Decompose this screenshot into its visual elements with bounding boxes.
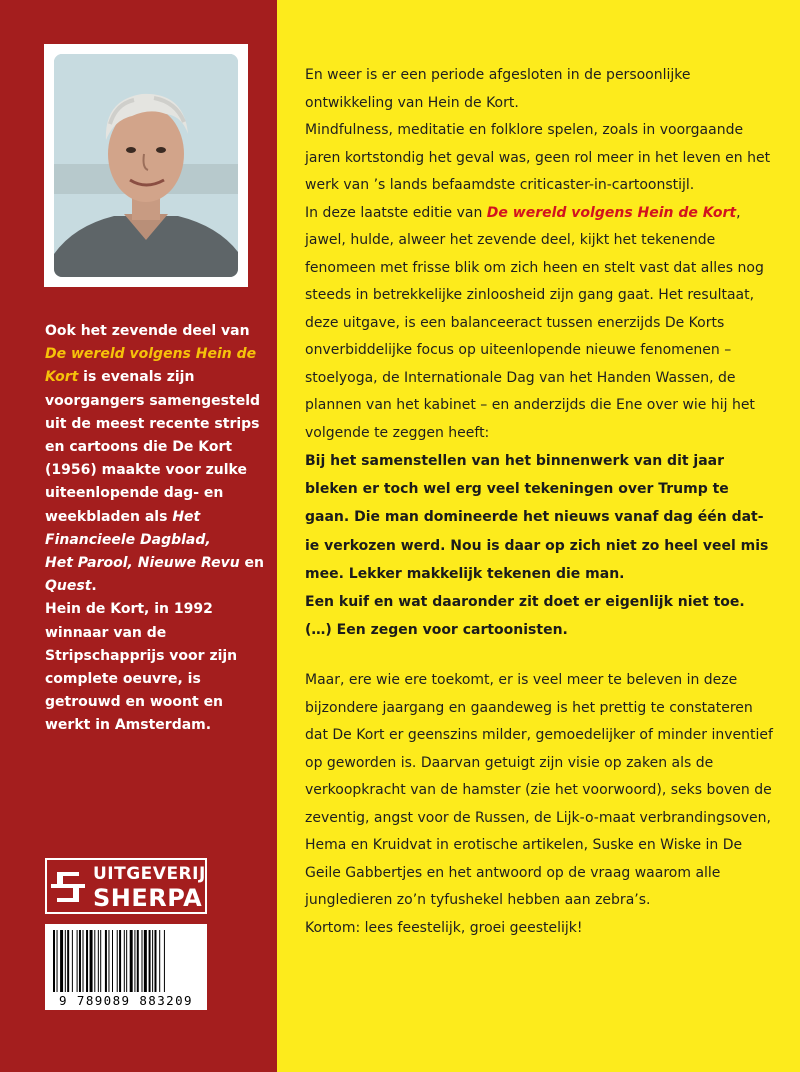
barcode-bar (119, 930, 121, 992)
blurb-paragraph-1: En weer is er een periode afgesloten in de persoonlijke ontwikkeling van Hein de Kort. (305, 67, 691, 111)
barcode-bar (83, 930, 84, 992)
barcode-bar (124, 930, 125, 992)
blurb-paragraph-3 (305, 200, 775, 448)
author-quote-1: Bij het samenstellen van het binnenwerk van dit jaar bleken er toch wel erg veel tekeningen over Trump te gaan. Die man domineerde het nieuws vanaf dag één dat-ie verkozen werd. Nou is daar op zich niet zo heel veel mis mee. Lekker makkelijk tekenen die man. (305, 453, 769, 582)
barcode-bar (53, 930, 55, 992)
barcode-bar (100, 930, 101, 992)
blurb-text: , jawel, hulde, alweer het zevende deel, kijkt het tekenende fenomeen met frisse blik om zich heen en stelt vast dat alles nog steeds in betrekkelijke zinloosheid zijn gang gaat. Het resultaat, deze uitgave, is een balanceeract tussen enerzijds De Korts onverbiddelijke focus op uiteenlopende nieuwe fenomenen – stoelyoga, de Internationale Dag van het Handen Wassen, de plannen van het kabinet – en anderzijds die Ene over wie hij het volgende te zeggen heeft: (305, 204, 764, 441)
barcode-bar (149, 930, 151, 992)
barcode-bar (112, 930, 113, 992)
barcode-bar (154, 930, 156, 992)
barcode-bar (65, 930, 66, 992)
book-title-reference: De wereld volgens Hein de Kort (486, 204, 737, 221)
book-title-highlight: De wereld volgens Hein de Kort (45, 346, 257, 386)
barcode-bar (72, 930, 73, 992)
back-cover-blurb (305, 62, 775, 942)
author-bio (45, 320, 267, 738)
left-panel (0, 0, 277, 1072)
publisher-logo (45, 858, 207, 914)
author-photo-frame (44, 44, 248, 287)
bio-text: Ook het zevende deel van (45, 323, 250, 339)
bio-text: is evenals zijn voorgangers samengesteld uit de meest recente strips en cartoons die De Kort (1956) maakte voor zulke uiteenlopende dag- en weekbladen als (45, 369, 261, 525)
barcode-bar (159, 930, 160, 992)
barcode-bar (108, 930, 109, 992)
publication-name: Het Parool, Nieuwe Revu (45, 555, 240, 572)
publication-name: Het Financieele Dagblad, (45, 508, 211, 548)
isbn-number: 9 789089 883209 (59, 993, 193, 1008)
blurb-paragraph-4: Maar, ere wie ere toekomt, er is veel meer te beleven in deze bijzondere jaargang en gaandeweg is het prettig te constateren dat De Kort er geenszins milder, gemoedelijker of minder inventief op geworden is. Daarvan getuigt zijn visie op zaken als de verkoopkracht van de hamster (zie het voorwoord), seks boven de zeventig, angst voor de Russen, de Lijk-o-maat verbrandingsoven, Hema en Kruidvat in erotische artikelen, Suske en Wiske in De Geile Gabbertjes en het antwoord op de vraag waarom alle jungledieren zo’n tyfushekel hebben aan zebra’s. (305, 672, 773, 909)
sherpa-logo-icon (51, 866, 85, 908)
barcode-bar (94, 930, 95, 992)
publication-name: Quest (45, 578, 92, 595)
barcode-bar (152, 930, 153, 992)
bio-paragraph-1 (45, 320, 267, 598)
barcode-bar (79, 930, 81, 992)
barcode-bar (57, 930, 58, 992)
barcode-bar (137, 930, 139, 992)
barcode-bar (105, 930, 107, 992)
publisher-name-line2: SHERPA (93, 884, 203, 912)
barcode-bar (144, 930, 147, 992)
isbn-barcode (45, 924, 207, 1010)
bio-text: en (239, 555, 265, 572)
barcode-bar (60, 930, 63, 992)
author-quote-3: (…) Een zegen voor cartoonisten. (305, 622, 568, 639)
barcode-bar (98, 930, 99, 992)
author-photo (54, 54, 238, 277)
barcode-bar (117, 930, 118, 992)
barcode-bar (67, 930, 69, 992)
barcode-icon (53, 930, 199, 992)
barcode-bar (126, 930, 127, 992)
barcode-bar (90, 930, 93, 992)
barcode-bar (134, 930, 135, 992)
publisher-name-line1: UITGEVERIJ (93, 864, 206, 884)
bio-text: . (91, 578, 97, 595)
author-quote-2: Een kuif en wat daaronder zit doet er eigenlijk niet toe. (305, 594, 745, 611)
barcode-bar (86, 930, 88, 992)
barcode-bar (130, 930, 133, 992)
blurb-text: In deze laatste editie van (305, 204, 487, 221)
barcode-bar (164, 930, 165, 992)
bio-paragraph-2: Hein de Kort, in 1992 winnaar van de Stripschapprijs voor zijn complete oeuvre, is getrouwd en woont en werkt in Amsterdam. (45, 601, 238, 734)
blurb-paragraph-2: Mindfulness, meditatie en folklore spelen, zoals in voorgaande jaren kortstondig het geval was, geen rol meer in het leven en het werk van ’s lands befaamdste criticaster-in-cartoonstijl. (305, 122, 771, 193)
blurb-paragraph-5: Kortom: lees feestelijk, groei geestelijk! (305, 919, 583, 936)
barcode-bar (77, 930, 78, 992)
paragraph-spacer (305, 644, 775, 667)
barcode-bar (142, 930, 143, 992)
